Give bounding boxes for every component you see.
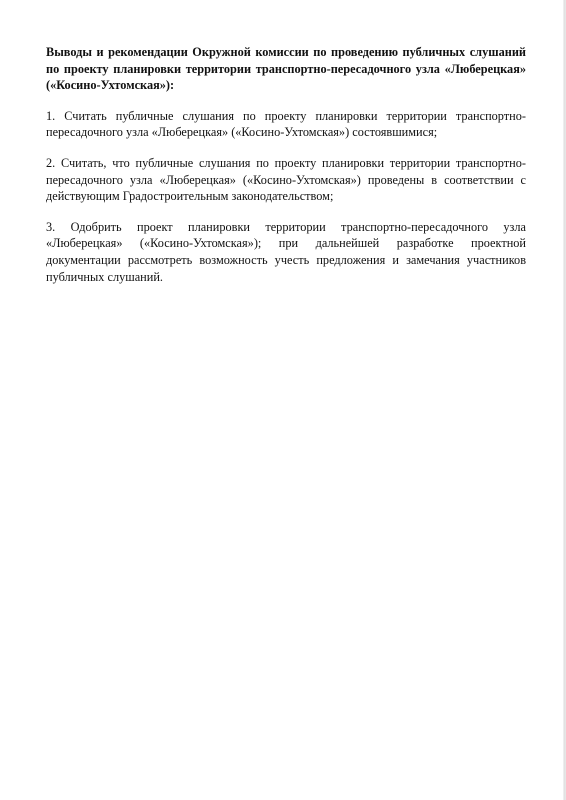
scan-edge xyxy=(563,0,565,800)
document-heading: Выводы и рекомендации Окружной комиссии по проведению публичных слушаний по проекту планировки территории транспортно-пересадочного узла «Люберецкая» («Косино-Ухтомская»): xyxy=(46,45,526,93)
conclusion-item-1: 1. Считать публичные слушания по проекту планировки территории транспортно-пересадочного узла «Люберецкая» («Косино-Ухтомская») состоявшимися; xyxy=(46,108,526,140)
conclusion-item-2: 2. Считать, что публичные слушания по проекту планировки территории транспортно-пересадочного узла «Люберецкая» («Косино-Ухтомская») проведены в соответствии с действующим Градостроительным законодательством; xyxy=(46,155,526,204)
conclusion-item-3: 3. Одобрить проект планировки территории транспортно-пересадочного узла «Люберецкая» («Косино-Ухтомская»); при дальнейшей разработке проектной документации рассмотреть возможность учесть предложения и замечания участников публичных слушаний. xyxy=(46,219,526,284)
document-body xyxy=(46,44,526,299)
